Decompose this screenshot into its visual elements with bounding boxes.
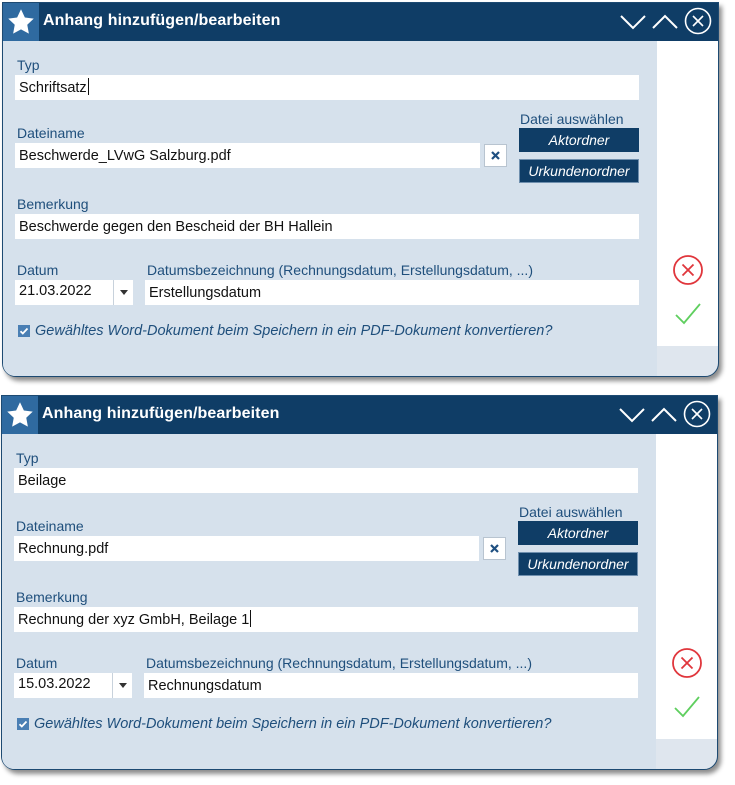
datum-label: Datum	[17, 262, 59, 278]
aktordner-button[interactable]: Aktordner	[519, 128, 639, 152]
checkmark-icon	[672, 693, 702, 721]
typ-input[interactable]	[15, 75, 639, 100]
clear-filename-button[interactable]	[484, 144, 507, 167]
convert-checkbox-row[interactable]	[18, 323, 552, 339]
chevron-up-icon	[651, 13, 679, 31]
dialog-titlebar	[2, 396, 717, 434]
datum-dropdown-button[interactable]	[112, 673, 132, 698]
cancel-circle-icon	[672, 254, 704, 286]
action-panel	[657, 41, 718, 346]
dialog-title: Anhang hinzufügen/bearbeiten	[42, 405, 280, 422]
chevron-up-icon	[650, 406, 678, 424]
star-icon	[3, 3, 39, 41]
clear-x-icon	[489, 543, 500, 554]
minimize-button[interactable]	[618, 402, 646, 428]
convert-label: Gewähltes Word-Dokument beim Speichern in ein PDF-Dokument konvertieren?	[34, 716, 552, 732]
typ-value: Schriftsatz	[19, 80, 87, 96]
datei-auswaehlen-label: Datei auswählen	[519, 504, 623, 520]
convert-checkbox-row[interactable]	[17, 716, 551, 732]
attachment-dialog-1	[2, 2, 719, 377]
dialog-title: Anhang hinzufügen/bearbeiten	[43, 12, 281, 29]
convert-checkbox[interactable]	[17, 718, 29, 730]
urkundenordner-button[interactable]: Urkundenordner	[519, 159, 639, 183]
datum-value: 15.03.2022	[18, 676, 91, 692]
bemerkung-label: Bemerkung	[16, 589, 88, 605]
clear-x-icon	[490, 150, 501, 161]
typ-label: Typ	[17, 57, 40, 73]
convert-label: Gewähltes Word-Dokument beim Speichern in ein PDF-Dokument konvertieren?	[35, 323, 553, 339]
close-button[interactable]	[683, 401, 711, 427]
datumsbezeichnung-input[interactable]: Erstellungsdatum	[145, 280, 639, 305]
dateiname-label: Dateiname	[17, 125, 85, 141]
close-circle-icon	[683, 400, 711, 428]
typ-label: Typ	[16, 450, 39, 466]
checkmark-small-icon	[18, 719, 28, 729]
attachment-dialog-2	[1, 395, 718, 770]
chevron-down-icon	[619, 13, 647, 31]
datei-auswaehlen-label: Datei auswählen	[520, 111, 624, 127]
datum-label: Datum	[16, 655, 58, 671]
cancel-circle-icon	[671, 647, 703, 679]
aktordner-button[interactable]: Aktordner	[518, 521, 638, 545]
dropdown-arrow-icon	[119, 683, 127, 688]
maximize-button[interactable]	[650, 402, 678, 428]
typ-input[interactable]: Beilage	[14, 468, 638, 493]
datumsbezeichnung-label: Datumsbezeichnung (Rechnungsdatum, Erstellungsdatum, ...)	[147, 262, 533, 278]
dialog-titlebar	[3, 3, 718, 41]
checkmark-icon	[673, 300, 703, 328]
close-circle-icon	[684, 7, 712, 35]
datum-picker[interactable]	[15, 280, 133, 305]
cancel-button[interactable]	[671, 253, 705, 287]
maximize-button[interactable]	[651, 9, 679, 35]
confirm-button[interactable]	[670, 690, 704, 724]
dateiname-label: Dateiname	[16, 518, 84, 534]
dialog-content	[3, 41, 657, 376]
cancel-button[interactable]	[670, 646, 704, 680]
dateiname-input[interactable]: Beschwerde_LVwG Salzburg.pdf	[15, 143, 480, 168]
close-button[interactable]	[684, 8, 712, 34]
datumsbezeichnung-label: Datumsbezeichnung (Rechnungsdatum, Erstellungsdatum, ...)	[146, 655, 532, 671]
dialog-content	[2, 434, 656, 769]
urkundenordner-button[interactable]: Urkundenordner	[518, 552, 638, 576]
dropdown-arrow-icon	[120, 290, 128, 295]
convert-checkbox[interactable]	[18, 325, 30, 337]
datum-value: 21.03.2022	[19, 283, 92, 299]
confirm-button[interactable]	[671, 297, 705, 331]
datumsbezeichnung-input[interactable]: Rechnungsdatum	[144, 673, 638, 698]
clear-filename-button[interactable]	[483, 537, 506, 560]
star-icon	[2, 396, 38, 434]
bemerkung-value: Rechnung der xyz GmbH, Beilage 1	[18, 612, 250, 628]
action-panel	[656, 434, 717, 739]
dateiname-input[interactable]: Rechnung.pdf	[14, 536, 479, 561]
bemerkung-input[interactable]	[14, 607, 638, 632]
datum-dropdown-button[interactable]	[113, 280, 133, 305]
bemerkung-label: Bemerkung	[17, 196, 89, 212]
chevron-down-icon	[618, 406, 646, 424]
bemerkung-input[interactable]: Beschwerde gegen den Bescheid der BH Hallein	[15, 214, 639, 239]
minimize-button[interactable]	[619, 9, 647, 35]
checkmark-small-icon	[19, 326, 29, 336]
datum-picker[interactable]	[14, 673, 132, 698]
